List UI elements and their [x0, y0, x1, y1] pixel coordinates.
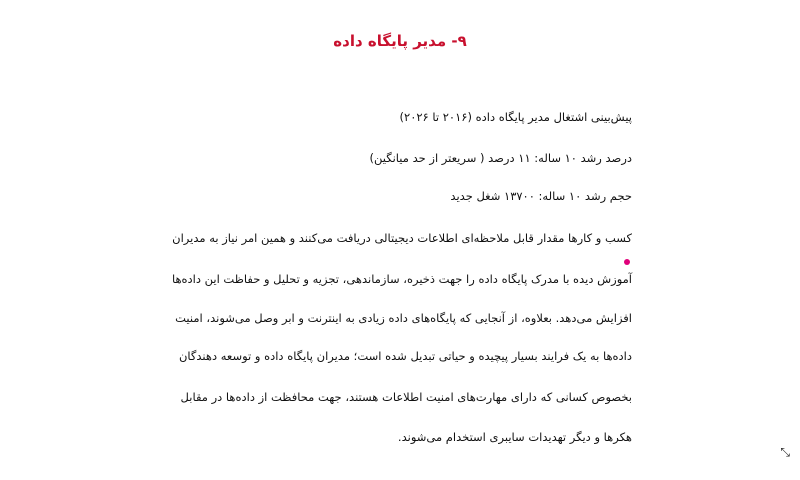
- pointer-cursor-icon: [624, 259, 630, 265]
- text-line-3: حجم رشد ۱۰ ساله: ۱۳۷۰۰ شغل جدید: [450, 189, 632, 203]
- text-line-9: هکرها و دیگر تهدیدات سایبری استخدام می‌شوند.: [397, 430, 632, 444]
- text-line-7: داده‌ها به یک فرایند بسیار پیچیده و حیاتی تبدیل شده است؛ مدیران پایگاه داده و توسعه دهندگان: [178, 349, 632, 363]
- text-line-1: پیش‌بینی اشتغال مدیر پایگاه داده (۲۰۱۶ تا ۲۰۲۶): [399, 110, 632, 124]
- slide-title: ۹- مدیر پایگاه داده: [333, 32, 467, 50]
- text-line-8: بخصوص کسانی که دارای مهارت‌های امنیت اطلاعات هستند، جهت محافظت از داده‌ها در مقابل: [180, 390, 632, 404]
- text-line-2: درصد رشد ۱۰ ساله: ۱۱ درصد ( سریعتر از حد میانگین): [369, 151, 632, 165]
- exit-fullscreen-icon[interactable]: ⤡: [780, 445, 790, 459]
- text-line-4: کسب و کارها مقدار قابل ملاحظه‌ای اطلاعات دیجیتالی دریافت می‌کنند و همین امر نیاز به مدیران: [172, 231, 632, 245]
- text-line-6: افزایش می‌دهد. بعلاوه، از آنجایی که پایگاه‌های داده زیادی به اینترنت و ابر وصل می‌شوند، امنیت: [175, 311, 632, 325]
- text-line-5: آموزش دیده با مدرک پایگاه داده را جهت ذخیره، سازماندهی، تجزیه و تحلیل و حفاظت این داده‌ها: [171, 272, 632, 286]
